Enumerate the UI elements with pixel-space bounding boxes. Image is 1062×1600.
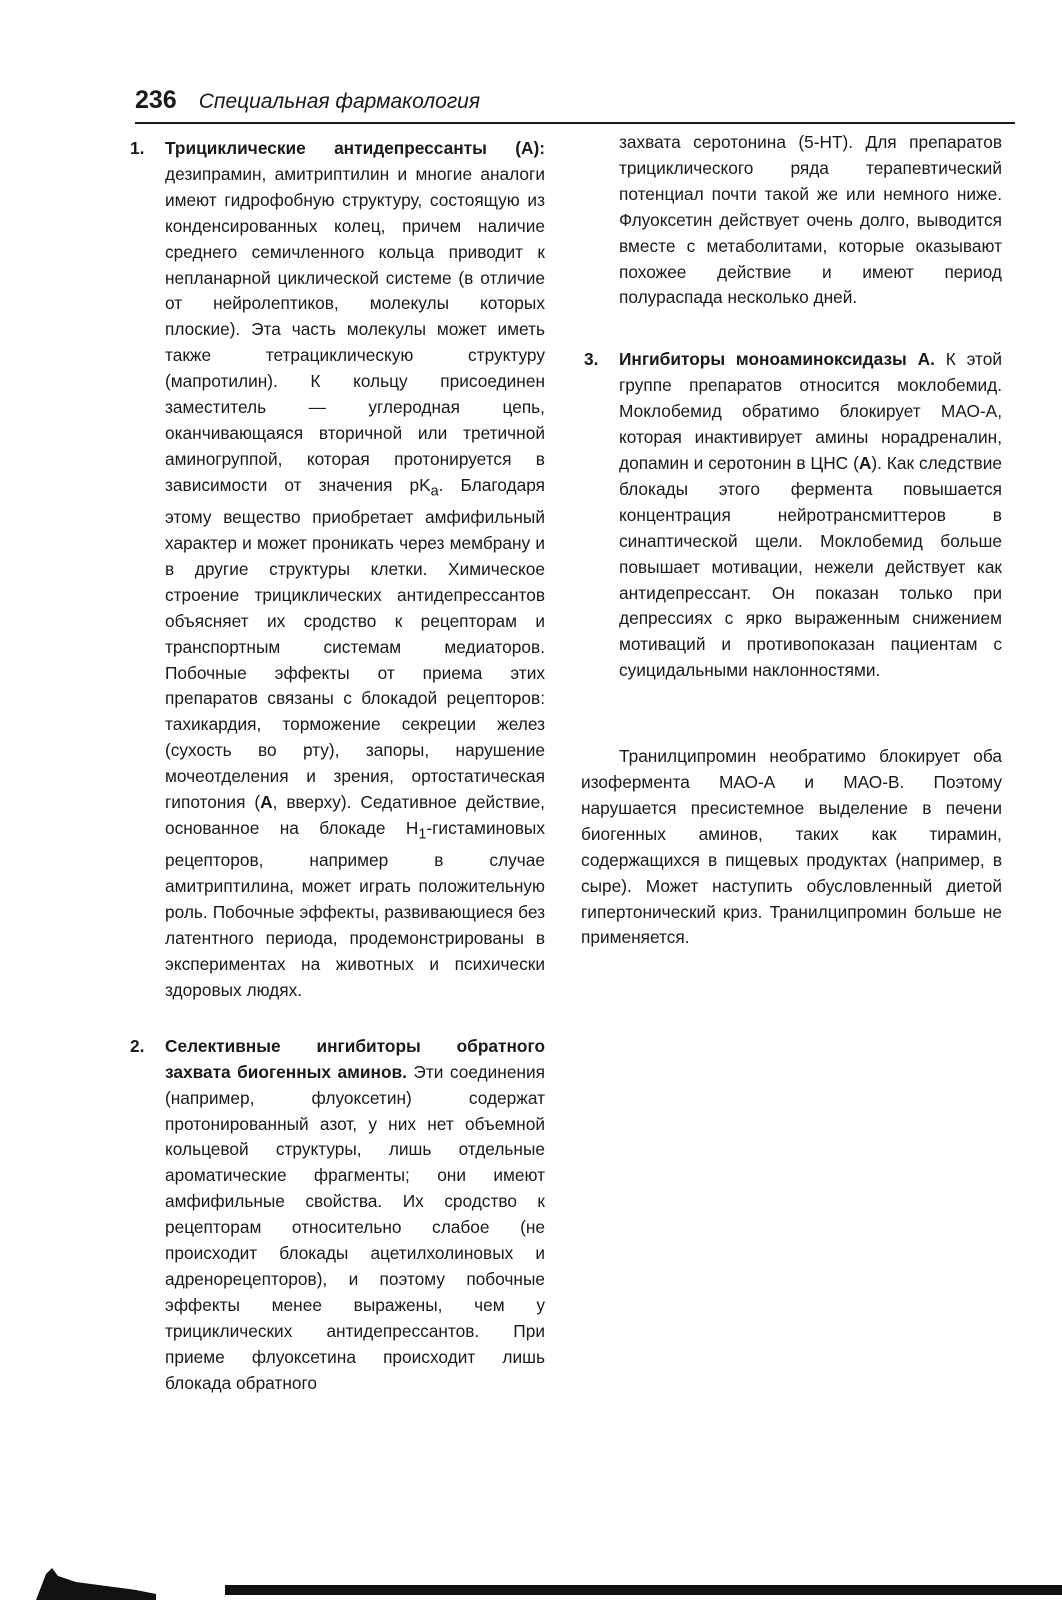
item-number: 2. [130,1035,145,1056]
item-text: Эти соединения (например, флуоксетин) содержат протонированный азот, у них нет объемной кольцевой структуры, лишь отдельные ароматические фрагменты; они имеют амфифильные свойства. Их сродство к рецепторам относительно слабое (не происходит блокады ацетилхолиновых и адренорецепторов), и поэтому побочные эффекты менее выражены, чем у трициклических антидепрессантов. При приеме флуоксетина происходит лишь блокада обратного [165,1061,545,1393]
right-column [581,130,1003,951]
figure-ref: А [858,452,872,473]
item-number: 3. [584,349,599,370]
item-heading: Трициклические антидепрессанты [165,138,487,158]
item-heading: Селективные ингибиторы обратного захвата биогенных аминов. [165,1035,545,1082]
item-text: захвата серотонина (5-HT). Для препаратов трициклического ряда терапевтический потенциал почти такой же или немного ниже. Флуоксетин действует очень долго, выводится вместе с метаболитами, которые оказывают похожее действие и имеют период полураспада несколько дней. [619,132,1002,308]
running-title: Специальная фармакология [198,90,481,113]
bottom-rule [225,1585,1062,1595]
figure-ref: А [260,792,273,813]
item-text: . Благодаря этому вещество приобретает амфифильный характер и может проникать через мембрану и в другие структуры клетки. Химическое строение трициклических антидепрессантов объясняет их сродство к рецепторам и транспортным системам медиаторов. Побочные эффекты от приема этих препаратов связаны с блокадой рецепторов: тахикардия, торможение секреции желез (сухость во рту), запоры, нарушение мочеотделения и зрения, ортостатическая гипотония ( [165,474,545,813]
list-item-3 [584,347,1003,684]
list-item-2 [130,1034,545,1397]
subscript: a [430,483,439,500]
item-text: -гистаминовых рецепторов, например в случае амитриптилина, может играть положительную роль. Побочные эффекты, развивающиеся без латентного периода, продемонстрированы в экспериментах на животных и психически здоровых людях. [165,818,545,1000]
figure-ref: (А): [515,138,545,158]
item-text: ). Как следствие блокады этого фермента повышается концентрация нейротрансмиттеров в синаптической щели. Моклобемид больше повышает мотивации, нежели действует как антидепрессант. Он показан только при депрессиях с ярко выраженным снижением мотиваций и противопоказан пациентам с суицидальными наклонностями. [619,452,1003,681]
list-item-1 [130,136,545,1004]
left-column [130,136,545,1397]
item-text: дезипрамин, амитриптилин и многие аналоги имеют гидрофобную структуру, состоящую из конденсированных колец, причем наличие среднего семичленного кольца приводит к непланарной циклической системе (в отличие от нейролептиков, молекулы которых плоские). Эта часть молекулы может иметь также тетрациклическую структуру (мапротилин). К кольцу присоединен заместитель — углеродная цепь, оканчивающаяся вторичной или третичной аминогруппой, которая протонируется в зависимости от значения pK [165,163,545,495]
item-heading: Ингибиторы моноаминоксидазы А. [619,349,935,370]
item-number: 1. [130,138,145,158]
subscript: 1 [418,826,427,843]
page-corner-mark [36,1524,156,1600]
item-text: , вверху). Седативное действие, основанное на блокаде H [165,792,545,839]
page-number: 236 [135,86,177,114]
closing-paragraph: Транилципромин необратимо блокирует оба изофермента МАО-А и МАО-В. Поэтому нарушается пресистемное выделение в печени биогенных аминов, таких как тирамин, содержащихся в пищевых продуктах (например, в сыре). Может наступить обусловленный диетой гипертонический криз. Транилципромин больше не применяется. [581,746,1002,948]
page-header [135,86,1015,122]
header-rule [135,122,1015,124]
item-text: К этой группе препаратов относится моклобемид. Моклобемид обратимо блокирует МАО-А, которая инактивирует амины норадреналин, допамин и серотонин в ЦНС ( [619,349,1002,473]
list-item-2-continued [619,130,1002,311]
